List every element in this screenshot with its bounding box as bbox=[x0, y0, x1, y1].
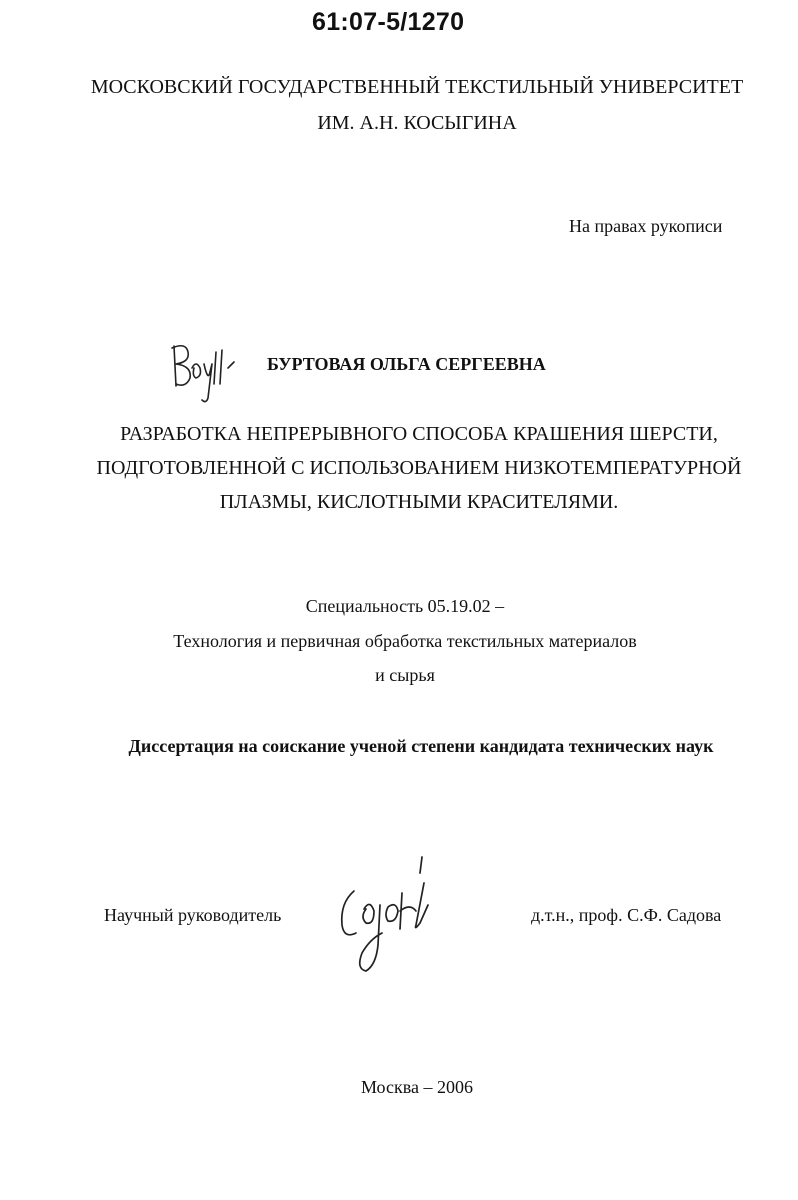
specialty-name-cont: и сырья bbox=[375, 665, 435, 685]
author-name: БУРТОВАЯ ОЛЬГА СЕРГЕЕВНА bbox=[267, 354, 546, 374]
call-number: 61:07-5/1270 bbox=[312, 8, 465, 36]
university-dedication: ИМ. А.Н. КОСЫГИНА bbox=[317, 112, 517, 134]
dissertation-title-line: ПОДГОТОВЛЕННОЙ С ИСПОЛЬЗОВАНИЕМ НИЗКОТЕМПЕРАТУРНОЙ bbox=[96, 457, 742, 479]
specialty-code: Специальность 05.19.02 – bbox=[305, 596, 505, 616]
dissertation-title-line: ПЛАЗМЫ, КИСЛОТНЫМИ КРАСИТЕЛЯМИ. bbox=[219, 491, 619, 513]
degree-statement: Диссертация на соискание ученой степени кандидата технических наук bbox=[128, 736, 714, 756]
author-signature bbox=[164, 338, 242, 406]
manuscript-note: На правах рукописи bbox=[569, 216, 723, 236]
university-name: МОСКОВСКИЙ ГОСУДАРСТВЕННЫЙ ТЕКСТИЛЬНЫЙ УНИВЕРСИТЕТ bbox=[90, 76, 744, 98]
dissertation-title-line: РАЗРАБОТКА НЕПРЕРЫВНОГО СПОСОБА КРАШЕНИЯ ШЕРСТИ, bbox=[120, 423, 718, 445]
specialty-name: Технология и первичная обработка текстильных материалов bbox=[173, 631, 637, 651]
supervisor-name: д.т.н., проф. С.Ф. Садова bbox=[531, 905, 722, 925]
supervisor-signature bbox=[330, 853, 442, 978]
supervisor-label: Научный руководитель bbox=[104, 905, 282, 925]
place-and-year: Москва – 2006 bbox=[361, 1077, 473, 1097]
